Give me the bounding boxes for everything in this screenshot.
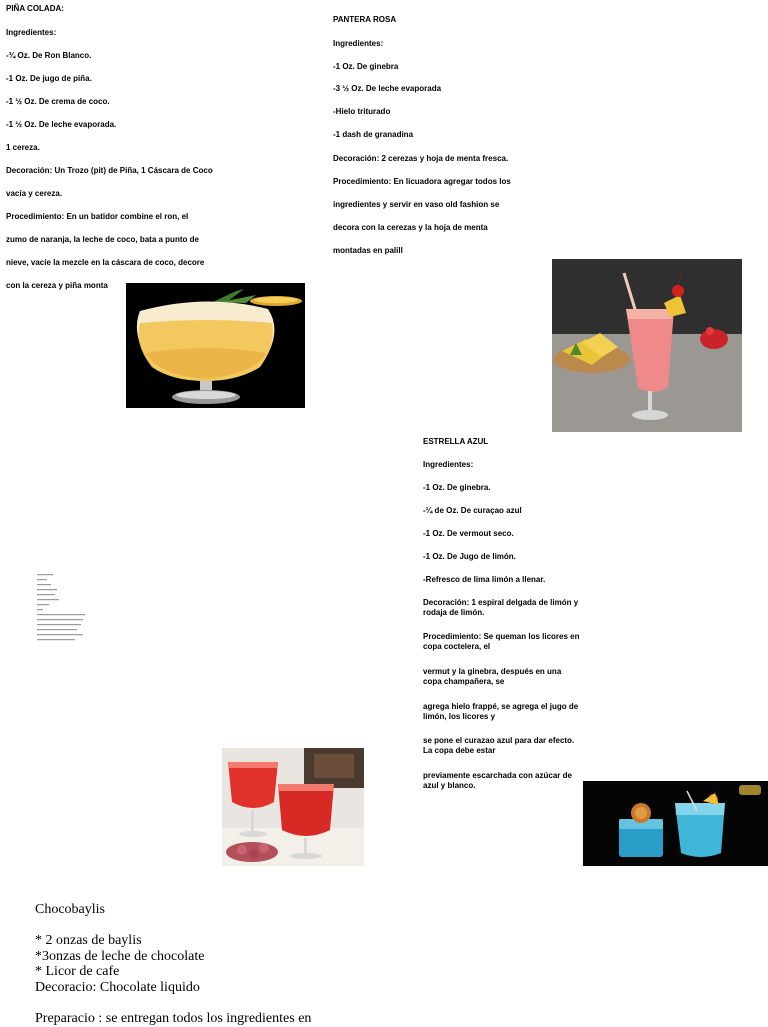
- ingredient-line: -1 Oz. De ginebra: [333, 62, 399, 71]
- recipe-title: ESTRELLA AZUL: [423, 437, 489, 446]
- procedure-line: ingredientes y servir en vaso old fashion se: [333, 200, 500, 209]
- ingredient-line: -1 ½ Oz. De crema de coco.: [6, 97, 110, 106]
- recipe-title: PANTERA ROSA: [333, 15, 397, 24]
- red-cocktails-photo: [222, 748, 364, 866]
- ingredient-line: -1 Oz. De jugo de piña.: [6, 74, 92, 83]
- preparation-line: Preparacio : se entregan todos los ingredientes en: [35, 1011, 312, 1026]
- procedure-line: se pone el curazao azul para dar efecto. La copa debe estar: [423, 736, 575, 755]
- ingredient-line: -3 ½ Oz. De leche evaporada: [333, 84, 442, 93]
- ingredient-line: -1 Oz. De vermout seco.: [423, 529, 514, 538]
- decoration-line: Decoración: Un Trozo (pit) de Piña, 1 Cáscara de Coco: [6, 166, 213, 175]
- ingredient-line: -1 dash de granadina: [333, 130, 414, 139]
- ingredient-line: 1 cereza.: [6, 143, 40, 152]
- ingredients-label: Ingredientes:: [6, 28, 57, 37]
- recipe-title: Chocobaylis: [35, 902, 105, 917]
- procedure-line: montadas en palill: [333, 246, 403, 255]
- decoration-line: Decoración: 1 espiral delgada de limón y rodaja de limón.: [423, 598, 579, 617]
- ingredient-line: *3onzas de leche de chocolate: [35, 949, 205, 964]
- ingredient-line: -Refresco de lima limón a llenar.: [423, 575, 546, 584]
- procedure-line: zumo de naranja, la leche de coco, bata a punto de: [6, 235, 199, 244]
- decoration-line: Decoración: 2 cerezas y hoja de menta fresca.: [333, 154, 509, 163]
- ingredient-line: * 2 onzas de baylis: [35, 933, 142, 948]
- ingredients-label: Ingredientes:: [333, 39, 384, 48]
- pantera-rosa-photo: [552, 259, 742, 432]
- procedure-line: agrega hielo frappé, se agrega el jugo de limón, los licores y: [423, 702, 579, 721]
- procedure-line: nieve, vacíe la mezcle en la cáscara de coco, decore: [6, 258, 205, 267]
- procedure-line: decora con la cerezas y la hoja de menta: [333, 223, 488, 232]
- recipe-title: PIÑA COLADA:: [6, 4, 64, 13]
- ingredient-line: -Hielo triturado: [333, 107, 391, 116]
- decoration-line: vacía y cereza.: [6, 189, 63, 198]
- procedure-line: Procedimiento: En un batidor combine el ron, el: [6, 212, 189, 221]
- procedure-line: vermut y la ginebra, después en una copa champañera, se: [423, 667, 562, 686]
- procedure-line: con la cereza y piña monta: [6, 281, 108, 290]
- tiny-text-block: [37, 574, 97, 646]
- ingredient-line: -¼ de Oz. De curaçao azul: [423, 506, 522, 515]
- estrella-azul-photo: [583, 781, 768, 866]
- procedure-line: previamente escarchada con azúcar de azul y blanco.: [423, 771, 572, 790]
- ingredient-line: -1 Oz. De ginebra.: [423, 483, 491, 492]
- procedure-line: Procedimiento: En licuadora agregar todos los: [333, 177, 511, 186]
- procedure-line: Procedimiento: Se queman los licores en copa coctelera, el: [423, 632, 580, 651]
- ingredients-label: Ingredientes:: [423, 460, 474, 469]
- ingredient-line: -1 Oz. De Jugo de limón.: [423, 552, 516, 561]
- decoration-line: Decoracio: Chocolate liquido: [35, 980, 200, 995]
- pina-colada-photo: [126, 283, 305, 408]
- ingredient-line: -¾ Oz. De Ron Blanco.: [6, 51, 92, 60]
- ingredient-line: * Licor de cafe: [35, 964, 120, 979]
- ingredient-line: -1 ½ Oz. De leche evaporada.: [6, 120, 117, 129]
